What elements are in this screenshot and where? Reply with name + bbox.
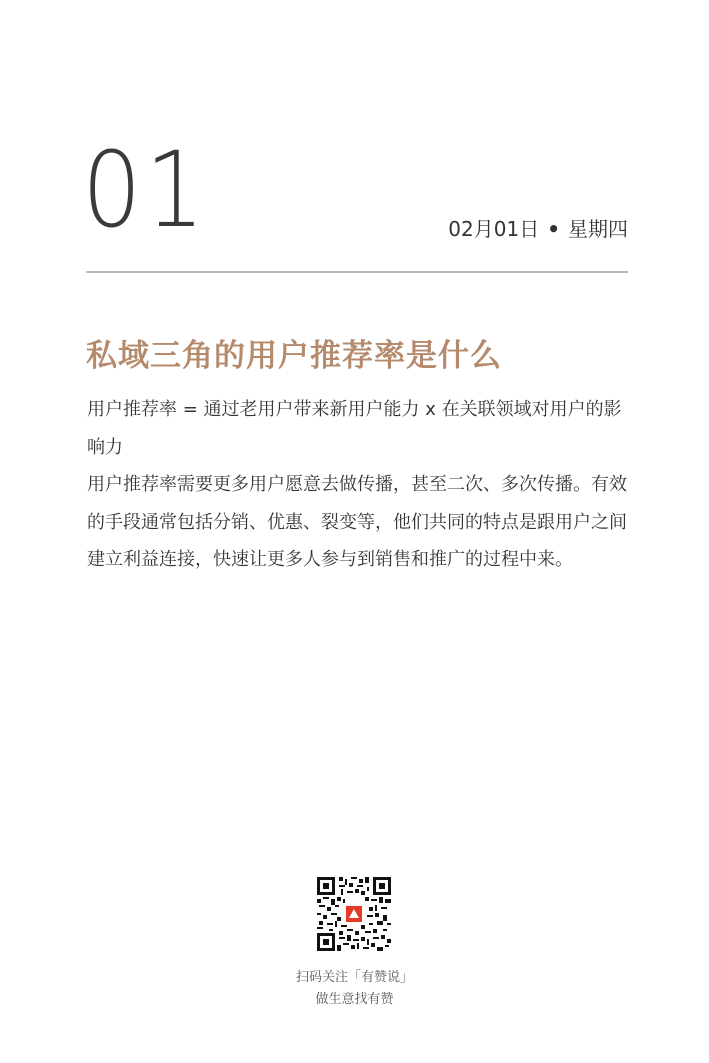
footer-scan-prompt: 扫码关注「有赞说」 bbox=[295, 970, 413, 985]
day-number: 01 bbox=[82, 129, 209, 251]
article-body bbox=[87, 391, 629, 579]
qr-code bbox=[317, 877, 391, 951]
weekday-text: 星期四 bbox=[568, 217, 628, 241]
date-text: 02月01日 bbox=[448, 217, 540, 241]
date-line bbox=[448, 213, 628, 242]
paragraph-explanation: 用户推荐率需要更多用户愿意去做传播，甚至二次、多次传播。有效的手段通常包括分销、优惠、裂变等，他们共同的特点是跟用户之间建立利益连接，快速让更多人参与到销售和推广的过程中来。 bbox=[87, 474, 627, 570]
date-separator: • bbox=[547, 217, 560, 241]
footer-slogan: 做生意找有赞 bbox=[315, 992, 394, 1007]
article-title: 私域三角的用户推荐率是什么 bbox=[86, 338, 502, 374]
header-divider bbox=[86, 271, 628, 273]
paragraph-formula: 用户推荐率 = 通过老用户带来新用户能力 x 在关联领域对用户的影响力 bbox=[87, 399, 622, 458]
